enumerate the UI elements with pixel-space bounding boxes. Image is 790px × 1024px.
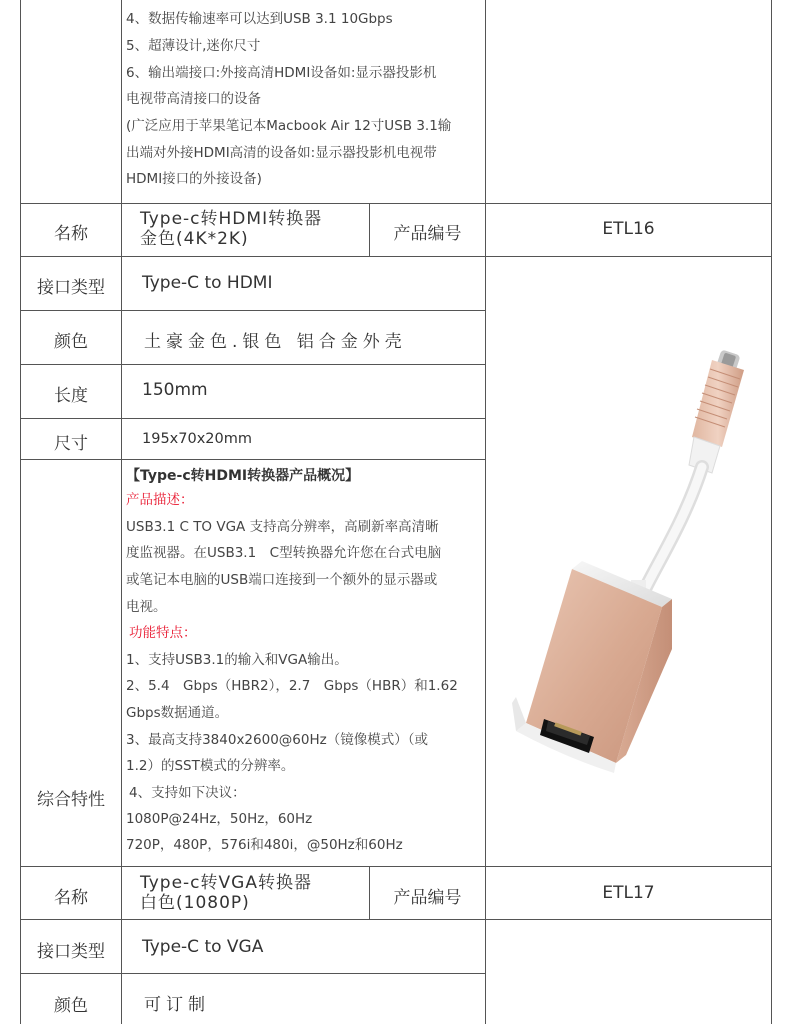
product1-color-label: 颜色 bbox=[54, 332, 88, 352]
product1-size-value: 195x70x20mm bbox=[142, 431, 252, 447]
feature-line: 5、超薄设计,迷你尺寸 bbox=[126, 38, 261, 54]
desc-line: 或笔记本电脑的USB端口连接到一个额外的显示器或 bbox=[126, 572, 438, 588]
func-line: 2、5.4 Gbps（HBR2），2.7 Gbps（HBR）和1.62 bbox=[126, 678, 458, 694]
product1-name-line2: 金色(4K*2K) bbox=[140, 229, 249, 249]
product2-interface-label: 接口类型 bbox=[37, 942, 105, 962]
product2-name-label: 名称 bbox=[54, 888, 88, 908]
product2-code-label: 产品编号 bbox=[393, 888, 462, 908]
feature-line: HDMI接口的外接设备) bbox=[126, 171, 262, 187]
product1-features-label: 综合特性 bbox=[37, 790, 105, 810]
product1-length-value: 150mm bbox=[142, 380, 208, 400]
product2-color-label: 颜色 bbox=[54, 996, 88, 1016]
feature-line: 电视带高清接口的设备 bbox=[126, 91, 261, 107]
func-heading: 功能特点： bbox=[129, 625, 197, 641]
func-line: 1.2）的SST模式的分辨率。 bbox=[126, 758, 295, 774]
product1-code-label: 产品编号 bbox=[393, 224, 462, 244]
hdmi-adapter-body-icon bbox=[512, 561, 672, 773]
desc-line: USB3.1 C TO VGA 支持高分辨率，高刷新率高清晰 bbox=[126, 519, 439, 535]
product1-name-label: 名称 bbox=[54, 224, 88, 244]
desc-line: 度监视器。在USB3.1 C型转换器允许您在台式电脑 bbox=[126, 545, 442, 561]
product1-image bbox=[486, 257, 771, 866]
product1-length-label: 长度 bbox=[54, 386, 88, 406]
func-line: 1、支持USB3.1的输入和VGA输出。 bbox=[126, 652, 348, 668]
feature-line: 出端对外接HDMI高清的设备如:显示器投影机电视带 bbox=[126, 145, 437, 161]
feature-line: (广泛应用于苹果笔记本Macbook Air 12寸USB 3.1输 bbox=[126, 118, 452, 134]
product1-interface-label: 接口类型 bbox=[37, 278, 105, 298]
product2-code-value: ETL17 bbox=[602, 883, 655, 903]
product1-name-line1: Type-c转HDMI转换器 bbox=[140, 209, 323, 229]
func-line: 720P，480P，576i和480i，@50Hz和60Hz bbox=[126, 837, 403, 853]
product1-code-value: ETL16 bbox=[602, 219, 655, 239]
func-line: 1080P@24Hz，50Hz，60Hz bbox=[126, 811, 313, 827]
product2-name-line2: 白色(1080P) bbox=[140, 893, 250, 913]
product2-name-line1: Type-c转VGA转换器 bbox=[140, 873, 312, 893]
product1-size-label: 尺寸 bbox=[54, 434, 88, 454]
product1-color-value: 土豪金色.银色 铝合金外壳 bbox=[144, 332, 407, 352]
desc-line: 电视。 bbox=[126, 599, 167, 615]
product2-color-value: 可订制 bbox=[144, 995, 210, 1015]
features-title: 【Type-c转HDMI转换器产品概况】 bbox=[126, 468, 360, 484]
feature-line: 6、输出端接口:外接高清HDMI设备如:显示器投影机 bbox=[126, 65, 437, 81]
func-line: Gbps数据通道。 bbox=[126, 705, 229, 721]
func-line: 3、最高支持3840x2600@60Hz（镜像模式）（或 bbox=[126, 732, 428, 748]
desc-heading: 产品描述： bbox=[126, 492, 194, 508]
func-line: 4、支持如下决议： bbox=[129, 785, 246, 801]
product2-interface-value: Type-C to VGA bbox=[142, 937, 264, 957]
feature-line: 4、数据传输速率可以达到USB 3.1 10Gbps bbox=[126, 11, 393, 27]
type-c-connector-icon bbox=[689, 349, 744, 473]
product1-interface-value: Type-C to HDMI bbox=[142, 273, 273, 293]
